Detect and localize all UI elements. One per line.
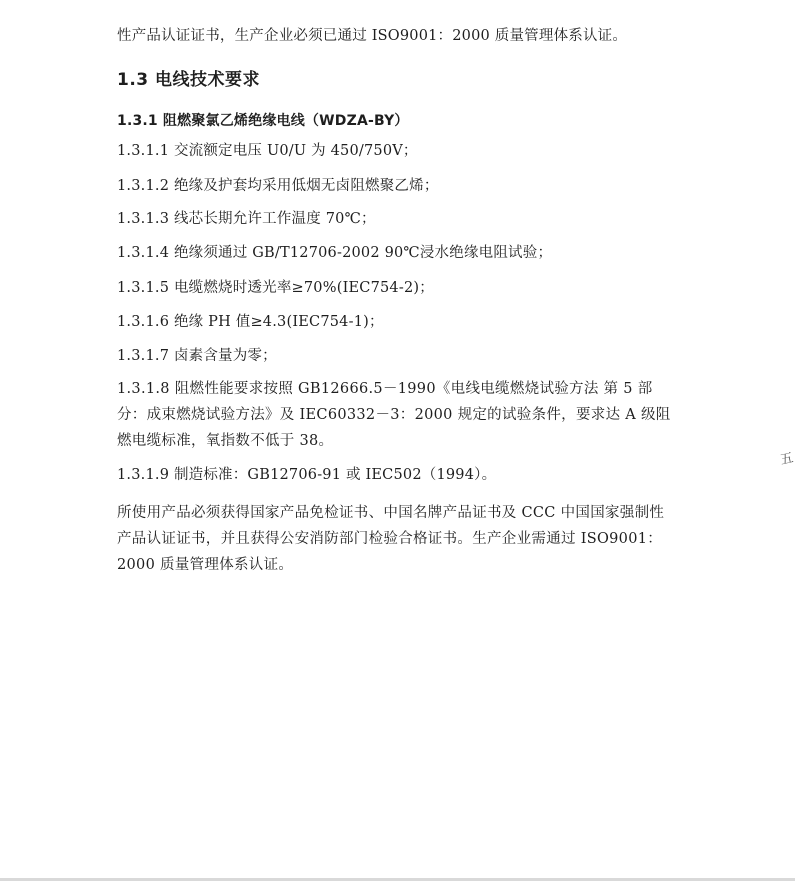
page-bottom-edge xyxy=(0,878,795,881)
subsection-heading: 1.3.1 阻燃聚氯乙烯绝缘电线（WDZA-BY） xyxy=(117,113,409,129)
list-item: 1.3.1.9 制造标准：GB12706-91 或 IEC502（1994）。 xyxy=(117,467,497,483)
list-item: 1.3.1.7 卤素含量为零； xyxy=(117,348,277,364)
closing-paragraph: 所使用产品必须获得国家产品免检证书、中国名牌产品证书及 CCC 中国国家强制性产品认证证书，并且获得公安消防部门检验合格证书。生产企业需通过 ISO9001：2000 质量管理体系认证。 xyxy=(117,505,665,573)
section-heading: 1.3 电线技术要求 xyxy=(117,70,261,90)
list-item: 1.3.1.4 绝缘须通过 GB/T12706-2002 90℃浸水绝缘电阻试验； xyxy=(117,245,553,261)
list-item: 1.3.1.5 电缆燃烧时透光率≥70%(IEC754-2)； xyxy=(117,280,434,296)
top-line-text: 性产品认证证书，生产企业必须已通过 ISO9001：2000 质量管理体系认证。 xyxy=(117,28,628,44)
stamp-fragment: 五 xyxy=(778,450,795,469)
list-item: 1.3.1.6 绝缘 PH 值≥4.3(IEC754-1)； xyxy=(117,314,384,330)
list-item: 1.3.1.1 交流额定电压 U0/U 为 450/750V； xyxy=(117,143,418,159)
list-item: 1.3.1.3 线芯长期允许工作温度 70℃； xyxy=(117,211,376,227)
list-item: 1.3.1.2 绝缘及护套均采用低烟无卤阻燃聚乙烯； xyxy=(117,178,439,194)
list-item-paragraph: 1.3.1.8 阻燃性能要求按照 GB12666.5－1990《电线电缆燃烧试验方法 第 5 部分：成束燃烧试验方法》及 IEC60332－3：2000 规定的试验条件，要求达 A 级阻燃电缆标准，氧指数不低于 38。 xyxy=(117,381,671,449)
binding-margin xyxy=(771,430,795,850)
